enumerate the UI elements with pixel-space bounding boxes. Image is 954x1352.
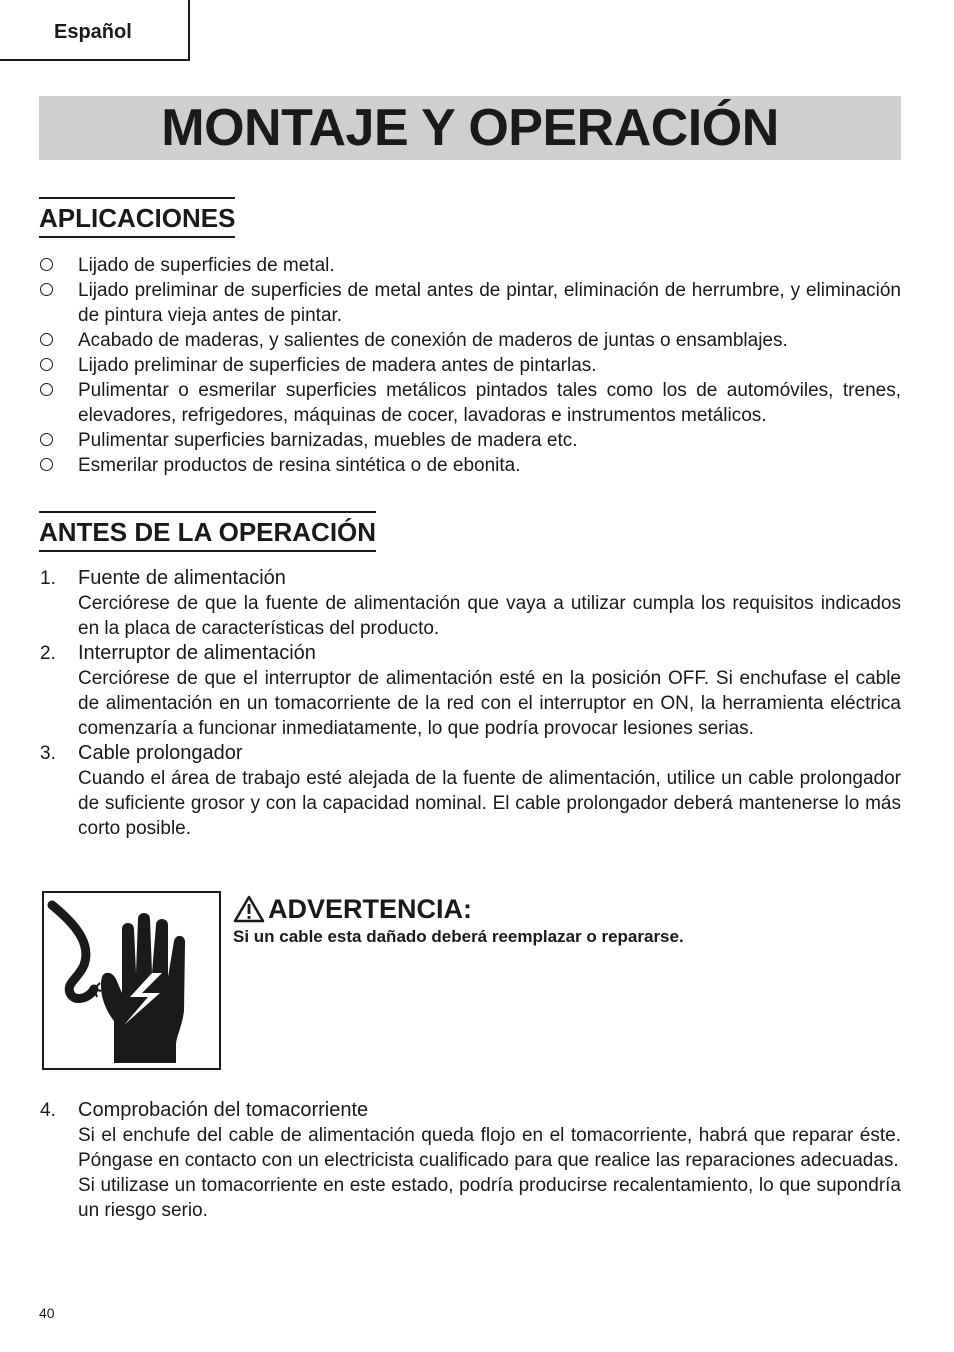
list-item: Lijado de superficies de metal. — [39, 253, 901, 278]
circle-bullet-icon — [40, 358, 53, 371]
page-title-bar — [39, 96, 901, 160]
list-item: 3. Cable prolongador Cuando el área de trabajo esté alejada de la fuente de alimentación, utilice un cable prolongador de suficiente grosor y con la capacidad nominal. El cable prolongador deberá mantenerse lo más corto posible. — [40, 742, 901, 839]
section-heading-antes-operacion: ANTES DE LA OPERACIÓN — [39, 511, 376, 552]
circle-bullet-icon — [40, 258, 53, 271]
warning-triangle-icon — [233, 895, 265, 923]
page-number: 40 — [39, 1305, 55, 1321]
list-item: 4. Comprobación del tomacorriente Si el enchufe del cable de alimentación queda flojo en el tomacorriente, habrá que reparar éste. Póngase en contacto con un electricista cualificado para que realice las reparaciones adecuadas. Si utilizase un tomacorriente en este estado, podría producirse recalentamiento, lo que supondría un riesgo serio. — [40, 1099, 901, 1221]
applications-list — [39, 253, 901, 478]
before-operation-list — [39, 566, 901, 841]
warning-title: ADVERTENCIA: — [233, 893, 472, 925]
electric-shock-hand-icon — [42, 891, 221, 1070]
list-item: Lijado preliminar de superficies de metal antes de pintar, eliminación de herrumbre, y eliminación de pintura vieja antes de pintar. — [39, 278, 901, 328]
list-item: Esmerilar productos de resina sintética o de ebonita. — [39, 453, 901, 478]
circle-bullet-icon — [40, 458, 53, 471]
list-item: Pulimentar superficies barnizadas, muebles de madera etc. — [39, 428, 901, 453]
circle-bullet-icon — [40, 283, 53, 296]
language-tab — [0, 0, 190, 61]
language-label: Español — [54, 21, 132, 43]
page-title: MONTAJE Y OPERACIÓN — [161, 99, 779, 157]
list-item: 2. Interruptor de alimentación Cerciórese de que el interruptor de alimentación esté en la posición OFF. Si enchufase el cable de alimentación en un tomacorriente de la red con el interruptor en ON, la herramienta eléctrica comenzaría a funcionar inmediatamente, lo que podría provocar lesiones serias. — [40, 642, 901, 739]
list-item: Lijado preliminar de superficies de madera antes de pintarlas. — [39, 353, 901, 378]
section-heading-aplicaciones: APLICACIONES — [39, 197, 235, 238]
circle-bullet-icon — [40, 383, 53, 396]
circle-bullet-icon — [40, 433, 53, 446]
list-item: Acabado de maderas, y salientes de conexión de maderos de juntas o ensamblajes. — [39, 328, 901, 353]
warning-text: Si un cable esta dañado deberá reemplazar o repararse. — [233, 927, 684, 946]
circle-bullet-icon — [40, 333, 53, 346]
list-item: Pulimentar o esmerilar superficies metálicos pintados tales como los de automóviles, trenes, elevadores, refrigedores, máquinas de cocer, lavadoras e instrumentos metálicos. — [39, 378, 901, 428]
before-operation-list-continued — [39, 1098, 901, 1223]
list-item: 1. Fuente de alimentación Cerciórese de que la fuente de alimentación que vaya a utilizar cumpla los requisitos indicados en la placa de características del producto. — [40, 567, 901, 639]
